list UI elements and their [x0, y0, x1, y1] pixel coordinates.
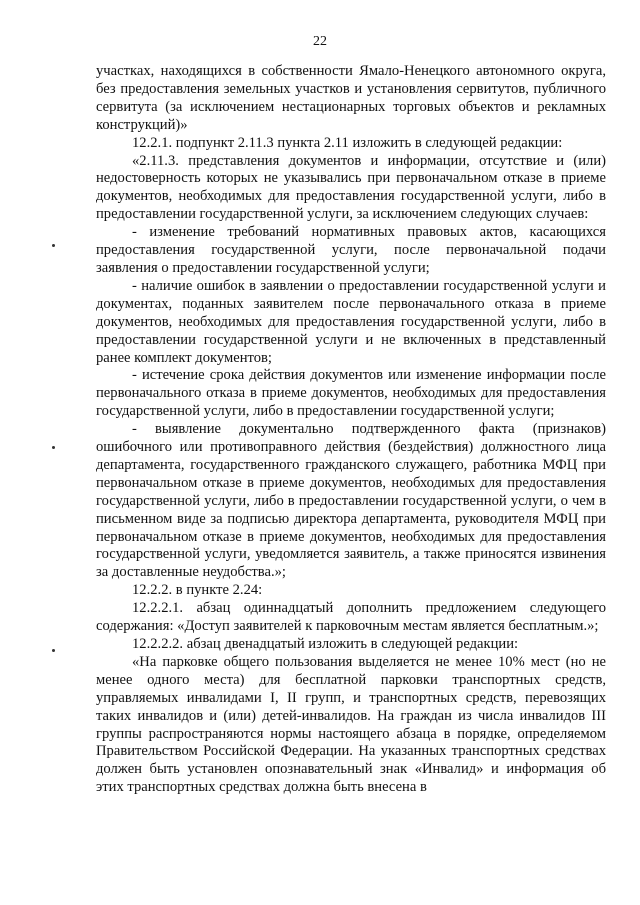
paragraph: участках, находящихся в собственности Ямало-Ненецкого автономного округа, без предоставления земельных участков и установления сервитутов, публичного сервитута (за исключением нестационарных торговых объектов и рекламных конструкций)» [96, 63, 606, 133]
paragraph: - выявление документально подтвержденного факта (признаков) ошибочного или противоправного действия (бездействия) должностного лица департамента, государственного гражданского служащего, работника МФЦ при первоначальном отказе в приеме документов, необходимых для предоставления государственной услуги, либо в предоставлении государственной услуги, о чем в письменном виде за подписью директора департамента, руководителя МФЦ при первоначальном отказе в приеме документов, необходимых для предоставления государственной услуги, уведомляется заявитель, а также приносятся извинения за доставленные неудобства.»; [96, 421, 606, 581]
paragraph: «На парковке общего пользования выделяется не менее 10% мест (но не менее одного места) для бесплатной парковки транспортных средств, управляемых инвалидами I, II групп, и транспортных средств, перевозящих таких инвалидов и (или) детей-инвалидов. На граждан из числа инвалидов III группы распространяются нормы настоящего абзаца в порядке, определяемом Правительством Российской Федерации. На указанных транспортных средствах должен быть установлен опознавательный знак «Инвалид» и информация об этих транспортных средствах должна быть внесена в [96, 653, 606, 796]
paragraph: - наличие ошибок в заявлении о предоставлении государственной услуги и документах, поданных заявителем после первоначального отказа в приеме документов, необходимых для предоставления государственной услуги, либо в предоставлении государственной услуги и не включенных в представленный ранее комплект документов; [96, 277, 606, 366]
document-body [96, 63, 606, 797]
margin-dot-mark [52, 649, 55, 652]
page-number: 22 [313, 34, 327, 49]
margin-dot-mark [52, 446, 55, 449]
paragraph: - истечение срока действия документов или изменение информации после первоначального отказа в приеме документов, необходимых для предоставления государственной услуги, либо в предоставлении государственной услуги; [96, 367, 606, 420]
paragraph: 12.2.2.2. абзац двенадцатый изложить в следующей редакции: [132, 636, 519, 652]
paragraph: 12.2.2.1. абзац одиннадцатый дополнить предложением следующего содержания: «Доступ заявителей к парковочным местам является бесплатным.»; [96, 600, 606, 635]
paragraph: 12.2.2. в пункте 2.24: [132, 582, 263, 599]
margin-dot-mark [52, 244, 55, 247]
paragraph: «2.11.3. представления документов и информации, отсутствие и (или) недостоверность которых не указывались при первоначальном отказе в приеме документов, необходимых для предоставления государственной услуги, либо в предоставлении государственной услуги, за исключением следующих случаев: [96, 152, 606, 223]
paragraph: 12.2.1. подпункт 2.11.3 пункта 2.11 изложить в следующей редакции: [132, 134, 563, 151]
paragraph: - изменение требований нормативных правовых актов, касающихся предоставления государственной услуги, после первоначальной подачи заявления о предоставлении государственной услуги; [96, 224, 606, 276]
